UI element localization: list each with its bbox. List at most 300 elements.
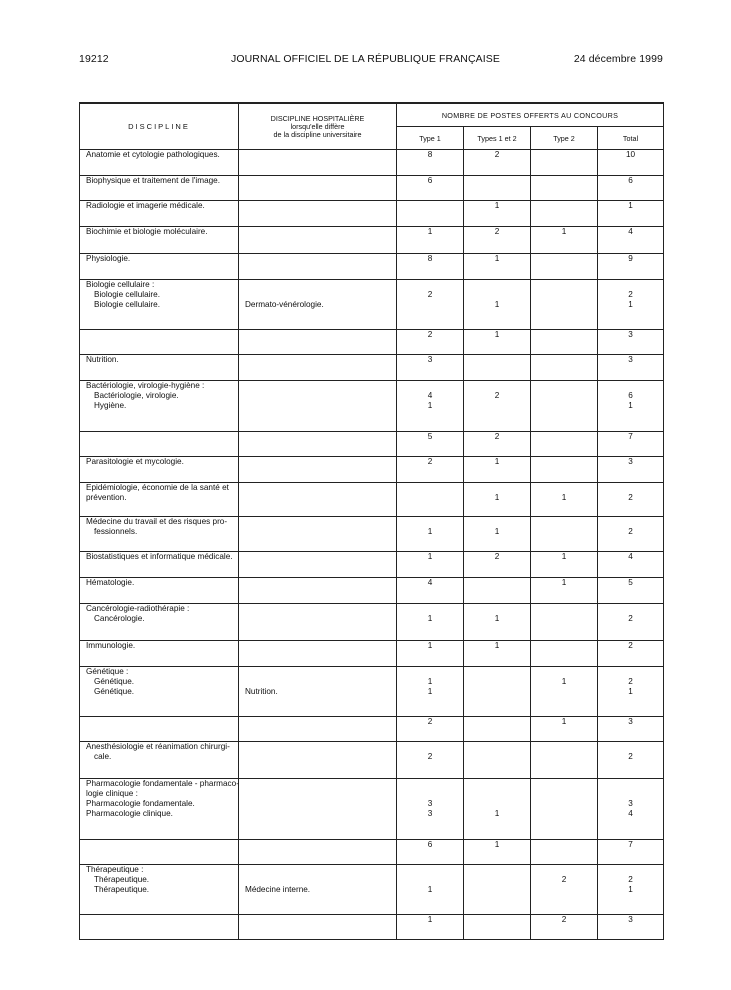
types12-line bbox=[464, 677, 530, 687]
table-row bbox=[80, 457, 664, 483]
table-row bbox=[80, 330, 664, 355]
total-line bbox=[598, 517, 663, 527]
types12-cell bbox=[464, 742, 531, 779]
hospitaliere-cell bbox=[239, 355, 397, 381]
types12-cell bbox=[464, 280, 531, 330]
publication-date: 24 décembre 1999 bbox=[573, 53, 663, 65]
discipline-cell bbox=[80, 483, 239, 517]
type1-line: 1 bbox=[427, 227, 433, 236]
discipline-line: Biochimie et biologie moléculaire. bbox=[86, 227, 208, 236]
total-line: 1 bbox=[628, 687, 633, 696]
table-row bbox=[80, 717, 664, 742]
total-line: 7 bbox=[628, 840, 633, 849]
type2-cell bbox=[531, 483, 598, 517]
total-line: 10 bbox=[625, 150, 636, 159]
discipline-cell bbox=[80, 254, 239, 280]
discipline-cell bbox=[80, 717, 239, 742]
types12-line bbox=[464, 176, 530, 186]
types12-cell bbox=[464, 578, 531, 604]
hospitaliere-line bbox=[245, 865, 392, 875]
type2-cell bbox=[531, 457, 598, 483]
discipline-line: Pharmacologie clinique. bbox=[86, 809, 173, 818]
discipline-cell bbox=[80, 915, 239, 940]
type1-cell bbox=[397, 201, 464, 227]
type2-cell bbox=[531, 915, 598, 940]
type2-line: 1 bbox=[561, 493, 567, 502]
hospitaliere-line bbox=[245, 677, 392, 687]
types12-line: 1 bbox=[494, 641, 500, 650]
hospitaliere-cell bbox=[239, 865, 397, 915]
discipline-line bbox=[86, 915, 234, 925]
type2-line bbox=[531, 840, 597, 850]
type1-line: 1 bbox=[427, 527, 433, 536]
discipline-cell bbox=[80, 227, 239, 254]
discipline-line: Thérapeutique. bbox=[94, 885, 150, 894]
table-row bbox=[80, 578, 664, 604]
total-line bbox=[598, 483, 663, 493]
type1-cell bbox=[397, 667, 464, 717]
types12-line bbox=[464, 355, 530, 365]
total-line bbox=[598, 604, 663, 614]
type2-line: 1 bbox=[561, 227, 567, 236]
type1-line bbox=[397, 493, 463, 503]
types12-line: 2 bbox=[494, 391, 500, 400]
discipline-cell bbox=[80, 381, 239, 432]
hospitaliere-line: Dermato-vénérologie. bbox=[245, 300, 324, 309]
discipline-line: Thérapeutique. bbox=[94, 875, 150, 884]
type1-line: 2 bbox=[427, 717, 433, 726]
total-line: 6 bbox=[628, 391, 633, 400]
total-cell bbox=[598, 517, 664, 552]
type2-line bbox=[531, 779, 597, 789]
type2-line bbox=[531, 641, 597, 651]
total-cell bbox=[598, 355, 664, 381]
discipline-cell bbox=[80, 201, 239, 227]
discipline-cell bbox=[80, 330, 239, 355]
discipline-line: Biologie cellulaire. bbox=[94, 300, 160, 309]
types12-cell bbox=[464, 915, 531, 940]
types12-line: 1 bbox=[494, 457, 500, 466]
types12-cell bbox=[464, 552, 531, 578]
discipline-line: Génétique. bbox=[94, 677, 135, 686]
type2-line bbox=[531, 457, 597, 467]
discipline-line: Epidémiologie, économie de la santé et bbox=[86, 483, 229, 492]
discipline-line: Génétique. bbox=[94, 687, 135, 696]
header-discipline: DISCIPLINE bbox=[80, 103, 239, 150]
total-cell bbox=[598, 432, 664, 457]
type1-line bbox=[397, 280, 463, 290]
discipline-line: Cancérologie. bbox=[94, 614, 145, 623]
type1-cell bbox=[397, 176, 464, 201]
type1-cell bbox=[397, 483, 464, 517]
type2-line: 2 bbox=[561, 915, 567, 924]
type1-cell bbox=[397, 330, 464, 355]
discipline-line bbox=[86, 840, 234, 850]
total-line: 2 bbox=[628, 677, 633, 686]
type2-cell bbox=[531, 604, 598, 641]
types12-cell bbox=[464, 717, 531, 742]
types12-cell bbox=[464, 150, 531, 176]
discipline-line bbox=[86, 717, 234, 727]
discipline-line: Médecine du travail et des risques pro- bbox=[86, 517, 228, 526]
types12-cell bbox=[464, 517, 531, 552]
total-cell bbox=[598, 840, 664, 865]
type2-line bbox=[531, 809, 597, 819]
types12-cell bbox=[464, 779, 531, 840]
hospitaliere-line bbox=[245, 667, 392, 677]
total-cell bbox=[598, 641, 664, 667]
total-line: 3 bbox=[628, 915, 633, 924]
total-line bbox=[598, 779, 663, 789]
hospitaliere-cell bbox=[239, 432, 397, 457]
table-row bbox=[80, 552, 664, 578]
discipline-cell bbox=[80, 641, 239, 667]
total-line: 2 bbox=[628, 752, 633, 761]
total-line: 1 bbox=[628, 201, 633, 210]
type2-cell bbox=[531, 432, 598, 457]
discipline-cell bbox=[80, 865, 239, 915]
type1-cell bbox=[397, 915, 464, 940]
discipline-line: Génétique : bbox=[86, 667, 129, 676]
total-cell bbox=[598, 578, 664, 604]
types12-line: 1 bbox=[494, 527, 500, 536]
table-row bbox=[80, 355, 664, 381]
types12-cell bbox=[464, 457, 531, 483]
table-row bbox=[80, 280, 664, 330]
type2-line bbox=[531, 742, 597, 752]
discipline-line: Immunologie. bbox=[86, 641, 136, 650]
types12-line bbox=[464, 742, 530, 752]
discipline-line: Cancérologie-radiothérapie : bbox=[86, 604, 190, 613]
total-cell bbox=[598, 483, 664, 517]
discipline-line: Bactériologie, virologie. bbox=[94, 391, 179, 400]
types12-line: 1 bbox=[494, 840, 500, 849]
total-line bbox=[598, 381, 663, 391]
types12-line bbox=[464, 799, 530, 809]
types12-cell bbox=[464, 254, 531, 280]
types12-line: 1 bbox=[494, 493, 500, 502]
total-line: 1 bbox=[628, 300, 633, 309]
type2-cell bbox=[531, 717, 598, 742]
type1-cell bbox=[397, 552, 464, 578]
header-type-2: Type 2 bbox=[531, 127, 598, 150]
type2-line bbox=[531, 391, 597, 401]
types12-line bbox=[464, 381, 530, 391]
total-line: 3 bbox=[628, 457, 633, 466]
type1-cell bbox=[397, 578, 464, 604]
total-line: 2 bbox=[628, 527, 633, 536]
types12-cell bbox=[464, 355, 531, 381]
type1-line: 4 bbox=[427, 391, 433, 400]
type1-line: 1 bbox=[427, 401, 433, 410]
table-row bbox=[80, 483, 664, 517]
type2-line bbox=[531, 667, 597, 677]
total-line: 9 bbox=[628, 254, 633, 263]
total-cell bbox=[598, 552, 664, 578]
hospitaliere-cell bbox=[239, 280, 397, 330]
type1-line bbox=[397, 517, 463, 527]
types12-line: 2 bbox=[494, 227, 500, 236]
discipline-cell bbox=[80, 432, 239, 457]
total-line: 4 bbox=[628, 809, 633, 818]
types12-line bbox=[464, 915, 530, 925]
type2-cell bbox=[531, 578, 598, 604]
type2-cell bbox=[531, 840, 598, 865]
types12-line bbox=[464, 483, 530, 493]
type2-line: 2 bbox=[561, 875, 567, 884]
type2-line bbox=[531, 401, 597, 411]
discipline-line: Thérapeutique : bbox=[86, 865, 144, 874]
type2-line bbox=[531, 254, 597, 264]
type1-cell bbox=[397, 604, 464, 641]
type2-line bbox=[531, 865, 597, 875]
types12-line bbox=[464, 290, 530, 300]
discipline-cell bbox=[80, 779, 239, 840]
table-row bbox=[80, 254, 664, 280]
table-row bbox=[80, 840, 664, 865]
type2-cell bbox=[531, 641, 598, 667]
type1-line: 6 bbox=[427, 176, 433, 185]
table-row bbox=[80, 779, 664, 840]
total-cell bbox=[598, 742, 664, 779]
type2-line: 1 bbox=[561, 717, 567, 726]
discipline-line: Pharmacologie fondamentale - pharmaco- bbox=[86, 779, 239, 788]
hospitaliere-cell bbox=[239, 381, 397, 432]
types12-cell bbox=[464, 176, 531, 201]
total-line: 3 bbox=[628, 330, 633, 339]
page-number: 19212 bbox=[79, 53, 109, 65]
type2-line bbox=[531, 752, 597, 762]
type2-cell bbox=[531, 176, 598, 201]
type1-line bbox=[397, 789, 463, 799]
type2-cell bbox=[531, 667, 598, 717]
discipline-cell bbox=[80, 578, 239, 604]
total-line: 1 bbox=[628, 885, 633, 894]
discipline-line: Radiologie et imagerie médicale. bbox=[86, 201, 205, 210]
type2-cell bbox=[531, 150, 598, 176]
discipline-cell bbox=[80, 355, 239, 381]
type1-line: 3 bbox=[427, 799, 433, 808]
type1-line bbox=[397, 483, 463, 493]
discipline-cell bbox=[80, 742, 239, 779]
total-line: 2 bbox=[628, 875, 633, 884]
type2-line: 1 bbox=[561, 552, 567, 561]
hospitaliere-cell bbox=[239, 227, 397, 254]
type1-cell bbox=[397, 457, 464, 483]
type1-line: 1 bbox=[427, 552, 433, 561]
hospitaliere-cell bbox=[239, 779, 397, 840]
type2-cell bbox=[531, 552, 598, 578]
hospitaliere-cell bbox=[239, 517, 397, 552]
type1-cell bbox=[397, 150, 464, 176]
hospitaliere-cell bbox=[239, 457, 397, 483]
discipline-line: Nutrition. bbox=[86, 355, 119, 364]
type1-cell bbox=[397, 227, 464, 254]
table-row bbox=[80, 641, 664, 667]
types12-cell bbox=[464, 840, 531, 865]
types12-line: 2 bbox=[494, 552, 500, 561]
type1-cell bbox=[397, 280, 464, 330]
types12-cell bbox=[464, 381, 531, 432]
total-cell bbox=[598, 254, 664, 280]
discipline-line: logie clinique : bbox=[86, 789, 138, 798]
types12-line bbox=[464, 604, 530, 614]
type2-cell bbox=[531, 865, 598, 915]
hospitaliere-line bbox=[245, 875, 392, 885]
table-row bbox=[80, 915, 664, 940]
hospitaliere-cell bbox=[239, 840, 397, 865]
types12-cell bbox=[464, 201, 531, 227]
type2-line bbox=[531, 432, 597, 442]
type1-line bbox=[397, 381, 463, 391]
discipline-line bbox=[86, 432, 234, 442]
types12-line bbox=[464, 687, 530, 697]
type2-line bbox=[531, 885, 597, 895]
types12-cell bbox=[464, 641, 531, 667]
types12-cell bbox=[464, 604, 531, 641]
types12-line bbox=[464, 865, 530, 875]
type1-line: 3 bbox=[427, 809, 433, 818]
type1-line: 2 bbox=[427, 330, 433, 339]
discipline-line: Bactériologie, virologie-hygiène : bbox=[86, 381, 205, 390]
type1-line: 8 bbox=[427, 150, 433, 159]
discipline-line: Pharmacologie fondamentale. bbox=[86, 799, 195, 808]
total-cell bbox=[598, 779, 664, 840]
type2-cell bbox=[531, 517, 598, 552]
type1-line: 4 bbox=[427, 578, 433, 587]
type1-cell bbox=[397, 355, 464, 381]
total-cell bbox=[598, 717, 664, 742]
types12-line: 2 bbox=[494, 150, 500, 159]
type2-line bbox=[531, 789, 597, 799]
hospitaliere-cell bbox=[239, 176, 397, 201]
type1-line: 5 bbox=[427, 432, 433, 441]
total-line: 2 bbox=[628, 614, 633, 623]
type2-line bbox=[531, 355, 597, 365]
hospitaliere-cell bbox=[239, 604, 397, 641]
hospitaliere-cell bbox=[239, 578, 397, 604]
type2-line bbox=[531, 527, 597, 537]
discipline-line: Biophysique et traitement de l'image. bbox=[86, 176, 221, 185]
discipline-line: Anatomie et cytologie pathologiques. bbox=[86, 150, 220, 159]
total-line: 4 bbox=[628, 227, 633, 236]
type1-cell bbox=[397, 717, 464, 742]
total-line bbox=[598, 742, 663, 752]
total-line: 4 bbox=[628, 552, 633, 561]
total-line: 7 bbox=[628, 432, 633, 441]
type2-line bbox=[531, 176, 597, 186]
type1-line bbox=[397, 742, 463, 752]
type1-line bbox=[397, 779, 463, 789]
type1-line: 1 bbox=[427, 915, 433, 924]
type1-cell bbox=[397, 865, 464, 915]
total-cell bbox=[598, 280, 664, 330]
type1-line: 1 bbox=[427, 677, 433, 686]
total-line: 3 bbox=[628, 799, 633, 808]
hospitaliere-cell bbox=[239, 330, 397, 355]
type2-line bbox=[531, 517, 597, 527]
total-line bbox=[598, 789, 663, 799]
type2-cell bbox=[531, 227, 598, 254]
total-line bbox=[598, 865, 663, 875]
total-cell bbox=[598, 330, 664, 355]
type2-line bbox=[531, 483, 597, 493]
discipline-cell bbox=[80, 457, 239, 483]
total-cell bbox=[598, 381, 664, 432]
total-cell bbox=[598, 604, 664, 641]
discipline-line: Anesthésiologie et réanimation chirurgi- bbox=[86, 742, 230, 751]
header-types-1-et-2: Types 1 et 2 bbox=[464, 127, 531, 150]
discipline-cell bbox=[80, 280, 239, 330]
discipline-cell bbox=[80, 840, 239, 865]
types12-line bbox=[464, 752, 530, 762]
type2-line bbox=[531, 604, 597, 614]
header-hosp-line: lorsqu'elle diffère bbox=[290, 121, 345, 131]
table-row bbox=[80, 517, 664, 552]
discipline-line: Biologie cellulaire : bbox=[86, 280, 155, 289]
discipline-line: Hématologie. bbox=[86, 578, 135, 587]
postes-table bbox=[79, 102, 664, 940]
type1-line: 1 bbox=[427, 641, 433, 650]
total-line: 6 bbox=[628, 176, 633, 185]
types12-line bbox=[464, 717, 530, 727]
types12-line bbox=[464, 401, 530, 411]
types12-line bbox=[464, 885, 530, 895]
types12-line: 2 bbox=[494, 432, 500, 441]
type1-cell bbox=[397, 254, 464, 280]
table-row bbox=[80, 176, 664, 201]
types12-line: 1 bbox=[494, 300, 500, 309]
total-line: 3 bbox=[628, 355, 633, 364]
type1-cell bbox=[397, 779, 464, 840]
hospitaliere-line bbox=[245, 280, 392, 290]
type1-line bbox=[397, 667, 463, 677]
table-row bbox=[80, 150, 664, 176]
total-line: 1 bbox=[628, 401, 633, 410]
type2-cell bbox=[531, 280, 598, 330]
type2-line bbox=[531, 280, 597, 290]
discipline-cell bbox=[80, 604, 239, 641]
type1-line: 2 bbox=[427, 290, 433, 299]
header-discipline-hospitaliere bbox=[239, 103, 397, 150]
type2-cell bbox=[531, 381, 598, 432]
type1-line: 8 bbox=[427, 254, 433, 263]
discipline-cell bbox=[80, 176, 239, 201]
type2-line bbox=[531, 201, 597, 211]
discipline-line: cale. bbox=[94, 752, 112, 761]
types12-line bbox=[464, 779, 530, 789]
discipline-cell bbox=[80, 552, 239, 578]
type1-line bbox=[397, 201, 463, 211]
discipline-cell bbox=[80, 150, 239, 176]
type1-line bbox=[397, 300, 463, 310]
discipline-line: Biologie cellulaire. bbox=[94, 290, 160, 299]
total-line: 5 bbox=[628, 578, 633, 587]
header-total: Total bbox=[598, 127, 664, 150]
types12-line bbox=[464, 667, 530, 677]
total-line: 2 bbox=[628, 641, 633, 650]
hospitaliere-cell bbox=[239, 742, 397, 779]
type1-line: 1 bbox=[427, 687, 433, 696]
hospitaliere-cell bbox=[239, 483, 397, 517]
type2-line bbox=[531, 381, 597, 391]
table-row bbox=[80, 865, 664, 915]
total-line: 2 bbox=[628, 493, 633, 502]
type1-cell bbox=[397, 381, 464, 432]
types12-line: 1 bbox=[494, 330, 500, 339]
table-row bbox=[80, 227, 664, 254]
total-cell bbox=[598, 201, 664, 227]
